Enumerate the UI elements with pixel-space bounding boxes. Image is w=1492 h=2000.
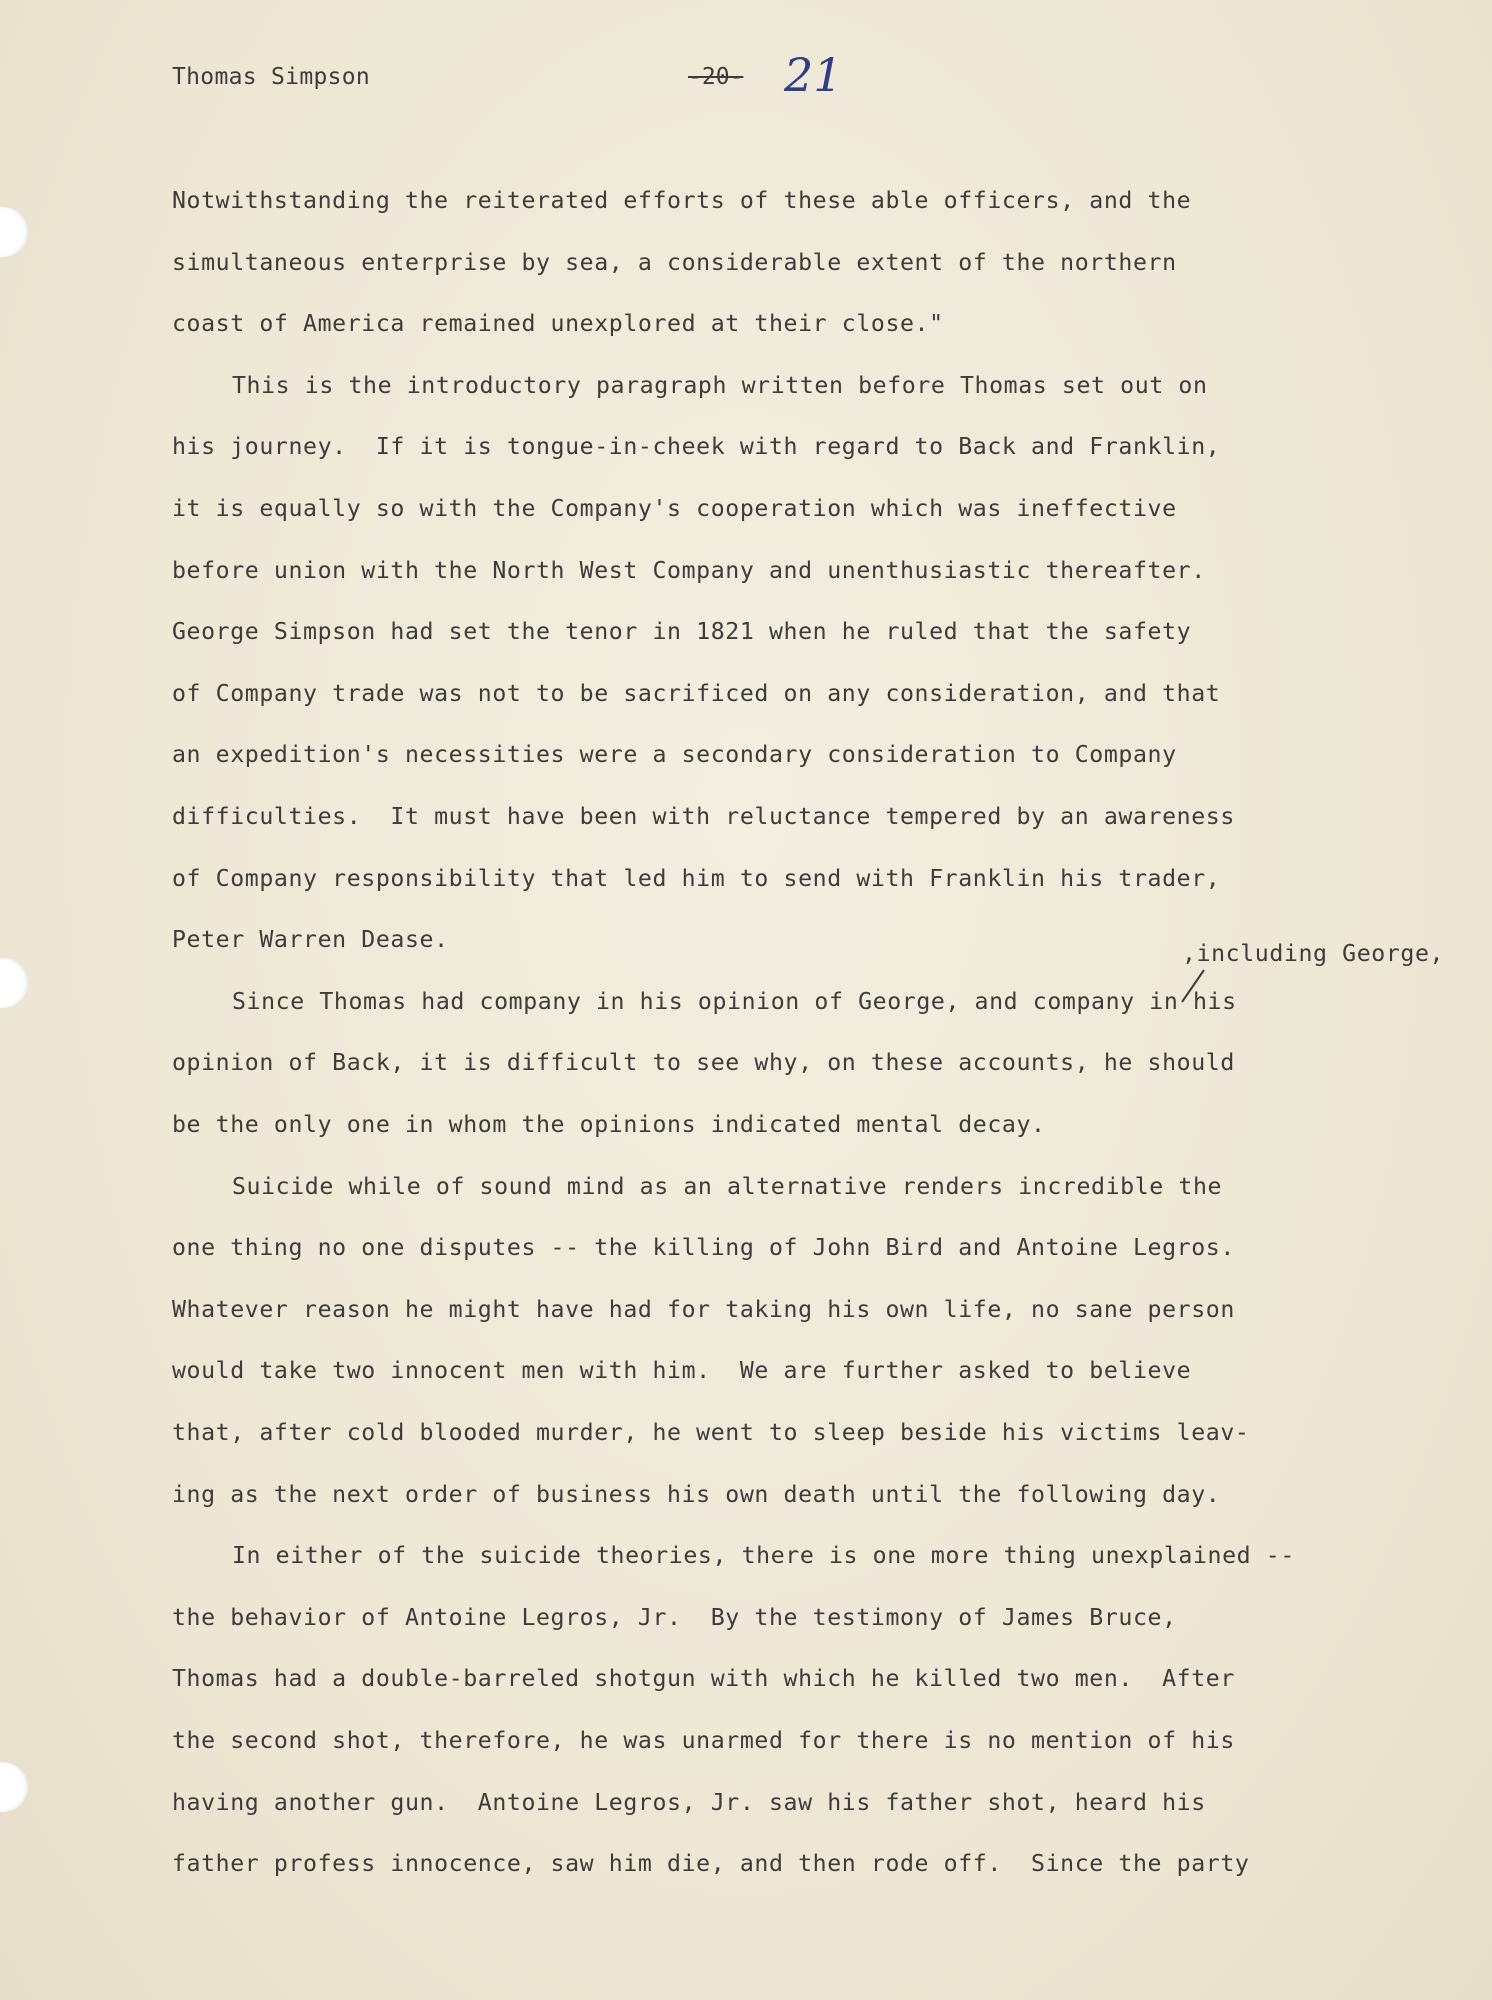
- text-line: the second shot, therefore, he was unarmed for there is no mention of his: [172, 1727, 1235, 1754]
- handwritten-page-number: 21: [784, 48, 843, 102]
- text-line: ing as the next order of business his own death until the following day.: [172, 1481, 1221, 1508]
- text-line: Suicide while of sound mind as an alternative renders incredible the: [232, 1173, 1223, 1200]
- text-line: Thomas had a double-barreled shotgun with which he killed two men. After: [172, 1665, 1235, 1692]
- text-line: difficulties. It must have been with reluctance tempered by an awareness: [172, 803, 1235, 830]
- text-line: be the only one in whom the opinions indicated mental decay.: [172, 1111, 1046, 1138]
- text-line: having another gun. Antoine Legros, Jr. saw his father shot, heard his: [172, 1789, 1206, 1816]
- handwritten-insertion: ,including George,: [1182, 940, 1445, 967]
- punch-hole: [0, 207, 28, 257]
- text-line: of Company responsibility that led him to send with Franklin his trader,: [172, 865, 1221, 892]
- text-line: that, after cold blooded murder, he went to sleep beside his victims leav-: [172, 1419, 1250, 1446]
- text-line: would take two innocent men with him. We are further asked to believe: [172, 1357, 1192, 1384]
- punch-hole: [0, 1762, 28, 1812]
- text-line: This is the introductory paragraph written before Thomas set out on: [232, 372, 1208, 399]
- text-line: it is equally so with the Company's cooperation which was ineffective: [172, 495, 1177, 522]
- text-line: coast of America remained unexplored at their close.": [172, 310, 944, 337]
- text-line: Peter Warren Dease.: [172, 926, 449, 953]
- text-line: opinion of Back, it is difficult to see why, on these accounts, he should: [172, 1049, 1235, 1076]
- text-line: an expedition's necessities were a secondary consideration to Company: [172, 741, 1177, 768]
- text-line: father profess innocence, saw him die, and then rode off. Since the party: [172, 1850, 1250, 1877]
- text-line: his journey. If it is tongue-in-cheek with regard to Back and Franklin,: [172, 433, 1221, 460]
- text-line: In either of the suicide theories, there is one more thing unexplained --: [232, 1542, 1295, 1569]
- text-line: George Simpson had set the tenor in 1821 when he ruled that the safety: [172, 618, 1192, 645]
- text-line: Since Thomas had company in his opinion of George, and company in his: [232, 988, 1237, 1015]
- punch-hole: [0, 958, 28, 1008]
- text-line: of Company trade was not to be sacrificed on any consideration, and that: [172, 680, 1221, 707]
- text-line: the behavior of Antoine Legros, Jr. By the testimony of James Bruce,: [172, 1604, 1177, 1631]
- text-line: Notwithstanding the reiterated efforts of these able officers, and the: [172, 187, 1192, 214]
- text-line: simultaneous enterprise by sea, a considerable extent of the northern: [172, 249, 1177, 276]
- text-line: Whatever reason he might have had for taking his own life, no sane person: [172, 1296, 1235, 1323]
- text-line: one thing no one disputes -- the killing of John Bird and Antoine Legros.: [172, 1234, 1235, 1261]
- header-title: Thomas Simpson: [172, 64, 371, 90]
- struck-page-number: -20-: [688, 64, 744, 90]
- text-line: before union with the North West Company and unenthusiastic thereafter.: [172, 557, 1206, 584]
